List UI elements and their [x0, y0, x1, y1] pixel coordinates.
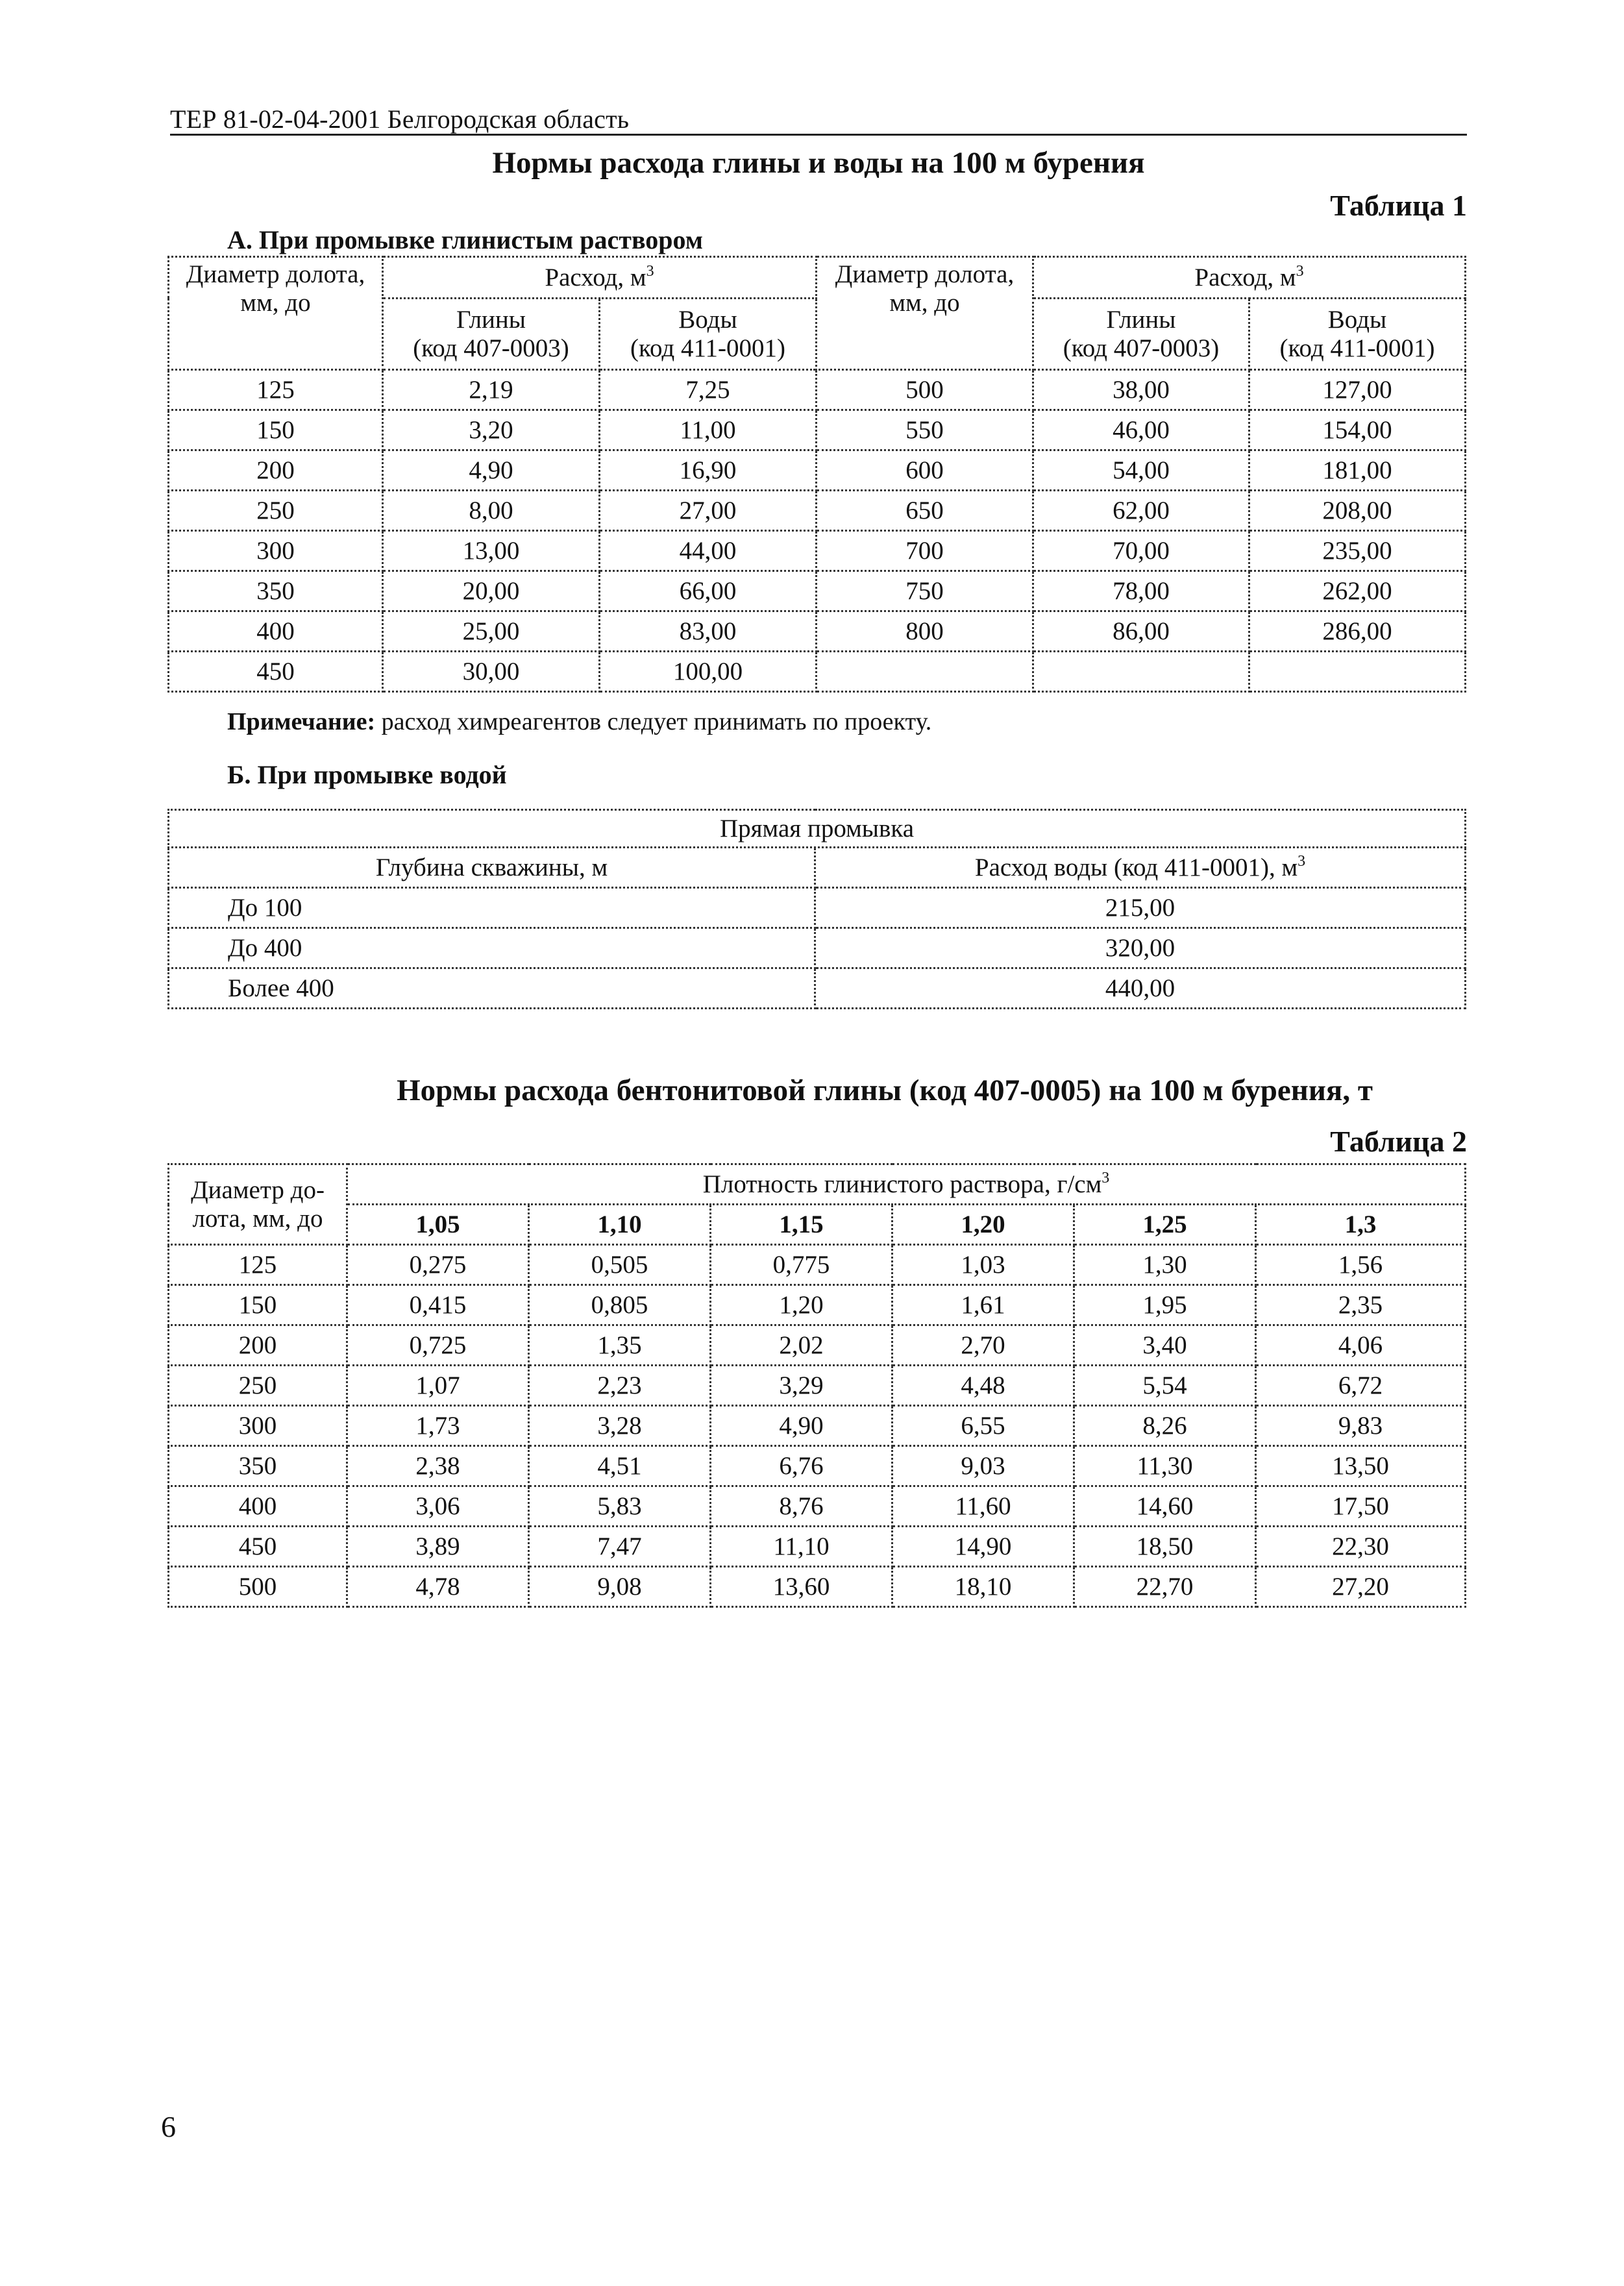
cell-value: 11,10 — [711, 1527, 892, 1567]
cell-clay: 70,00 — [1033, 531, 1249, 571]
header-water-left: Воды (код 411-0001) — [600, 299, 817, 370]
table1-note: Примечание: расход химреагентов следует принимать по проекту. — [227, 708, 932, 735]
cell-diameter: 700 — [817, 531, 1033, 571]
cell-clay: 30,00 — [383, 652, 600, 692]
table-row — [169, 1486, 1466, 1527]
cell-clay: 54,00 — [1033, 450, 1249, 491]
table-row — [169, 491, 1466, 531]
table1-title: Нормы расхода глины и воды на 100 м бурения — [492, 146, 1145, 180]
cell-value: 18,10 — [892, 1567, 1074, 1607]
header-clay-left: Глины (код 407-0003) — [383, 299, 600, 370]
table2-label: Таблица 2 — [1330, 1125, 1467, 1158]
cell-value: 3,28 — [529, 1406, 711, 1446]
cell-water: 83,00 — [600, 611, 817, 652]
cell-clay: 25,00 — [383, 611, 600, 652]
cell-clay: 38,00 — [1033, 370, 1249, 410]
cell-clay: 2,19 — [383, 370, 600, 410]
cell-clay: 20,00 — [383, 571, 600, 611]
cell-diameter: 300 — [169, 1406, 347, 1446]
cell-diameter: 200 — [169, 450, 383, 491]
cell-value: 4,06 — [1256, 1325, 1466, 1366]
cell-value: 22,70 — [1074, 1567, 1256, 1607]
cell-diameter: 125 — [169, 1245, 347, 1285]
cell-water: 11,00 — [600, 410, 817, 450]
table-row — [169, 1527, 1466, 1567]
cell-value: 1,20 — [711, 1285, 892, 1325]
cell-depth: До 400 — [169, 928, 815, 968]
table-row — [169, 888, 1466, 928]
cell-water: 66,00 — [600, 571, 817, 611]
header-diameter-right: Диаметр долота, мм, до — [817, 257, 1033, 370]
direct-flush-caption: Прямая промывка — [169, 810, 1466, 848]
header-density-value: 1,3 — [1256, 1205, 1466, 1245]
header-consumption-right: Расход, $м^3$ — [1033, 257, 1466, 299]
cell-value: 6,55 — [892, 1406, 1074, 1446]
cell-value: 0,415 — [347, 1285, 529, 1325]
cell-value: 4,48 — [892, 1366, 1074, 1406]
cell-clay: 8,00 — [383, 491, 600, 531]
header-density-value: 1,05 — [347, 1205, 529, 1245]
cell-diameter: 125 — [169, 370, 383, 410]
cell-depth: Более 400 — [169, 968, 815, 1009]
table-row — [169, 928, 1466, 968]
cell-diameter: 150 — [169, 1285, 347, 1325]
cell-diameter: 250 — [169, 1366, 347, 1406]
cell-value: 4,90 — [711, 1406, 892, 1446]
table-row — [169, 968, 1466, 1009]
table1-label: Таблица 1 — [1330, 189, 1467, 222]
cell-diameter: 200 — [169, 1325, 347, 1366]
cell-value: 11,30 — [1074, 1446, 1256, 1486]
cell-value: 1,61 — [892, 1285, 1074, 1325]
cell-clay — [1033, 652, 1249, 692]
cell-value: 9,83 — [1256, 1406, 1466, 1446]
cell-water: 127,00 — [1249, 370, 1466, 410]
table1-a — [167, 256, 1466, 693]
table-row — [169, 1366, 1466, 1406]
cell-value: 14,60 — [1074, 1486, 1256, 1527]
header-rule — [170, 134, 1467, 136]
cell-diameter: 300 — [169, 531, 383, 571]
cell-value: 0,505 — [529, 1245, 711, 1285]
header-density-value: 1,20 — [892, 1205, 1074, 1245]
cell-clay: 4,90 — [383, 450, 600, 491]
header-water-right: Воды (код 411-0001) — [1249, 299, 1466, 370]
section-b-heading: Б. При промывке водой — [227, 760, 507, 789]
cell-water: 7,25 — [600, 370, 817, 410]
header-density: Плотность глинистого раствора, $г/см^3$ — [347, 1164, 1466, 1205]
cell-diameter: 450 — [169, 1527, 347, 1567]
cell-clay: 86,00 — [1033, 611, 1249, 652]
cell-diameter: 400 — [169, 1486, 347, 1527]
header-consumption-left: Расход, $м^3$ — [383, 257, 817, 299]
cell-value: 22,30 — [1256, 1527, 1466, 1567]
cell-diameter: 450 — [169, 652, 383, 692]
section-a-heading: А. При промывке глинистым раствором — [227, 225, 704, 254]
cell-water — [1249, 652, 1466, 692]
header-depth: Глубина скважины, м — [169, 848, 815, 888]
header-density-value: 1,15 — [711, 1205, 892, 1245]
cell-value: 4,51 — [529, 1446, 711, 1486]
cell-value: 2,38 — [347, 1446, 529, 1486]
header-density-value: 1,10 — [529, 1205, 711, 1245]
cell-diameter: 350 — [169, 571, 383, 611]
cell-water: 181,00 — [1249, 450, 1466, 491]
cell-value: 6,72 — [1256, 1366, 1466, 1406]
cell-value: 1,56 — [1256, 1245, 1466, 1285]
cell-diameter: 250 — [169, 491, 383, 531]
cell-clay: 3,20 — [383, 410, 600, 450]
cell-value: 1,73 — [347, 1406, 529, 1446]
cell-value: 11,60 — [892, 1486, 1074, 1527]
cell-water: 235,00 — [1249, 531, 1466, 571]
cell-value: 3,89 — [347, 1527, 529, 1567]
table1-b — [167, 809, 1466, 1009]
cell-depth: До 100 — [169, 888, 815, 928]
cell-diameter: 750 — [817, 571, 1033, 611]
cell-value: 1,95 — [1074, 1285, 1256, 1325]
cell-diameter — [817, 652, 1033, 692]
table-row — [169, 531, 1466, 571]
header-clay-right: Глины (код 407-0003) — [1033, 299, 1249, 370]
cell-diameter: 600 — [817, 450, 1033, 491]
table-row — [169, 370, 1466, 410]
header-density-value: 1,25 — [1074, 1205, 1256, 1245]
cell-water: 320,00 — [815, 928, 1466, 968]
table2 — [167, 1163, 1466, 1608]
cell-diameter: 350 — [169, 1446, 347, 1486]
table-row — [169, 410, 1466, 450]
cell-value: 27,20 — [1256, 1567, 1466, 1607]
table-row — [169, 571, 1466, 611]
cell-diameter: 500 — [817, 370, 1033, 410]
cell-clay: 46,00 — [1033, 410, 1249, 450]
table-row — [169, 1245, 1466, 1285]
cell-value: 14,90 — [892, 1527, 1074, 1567]
cell-value: 0,775 — [711, 1245, 892, 1285]
cell-value: 0,275 — [347, 1245, 529, 1285]
cell-value: 2,02 — [711, 1325, 892, 1366]
cell-value: 4,78 — [347, 1567, 529, 1607]
cell-water: 440,00 — [815, 968, 1466, 1009]
cell-value: 2,70 — [892, 1325, 1074, 1366]
header-water-consumption: Расход воды (код 411-0001), $м^3$ — [815, 848, 1466, 888]
cell-value: 8,76 — [711, 1486, 892, 1527]
cell-value: 3,06 — [347, 1486, 529, 1527]
cell-diameter: 500 — [169, 1567, 347, 1607]
header-diameter: Диаметр до- лота, мм, до — [169, 1164, 347, 1245]
cell-value: 2,35 — [1256, 1285, 1466, 1325]
table-row — [169, 652, 1466, 692]
cell-value: 3,40 — [1074, 1325, 1256, 1366]
cell-value: 0,805 — [529, 1285, 711, 1325]
cell-value: 8,26 — [1074, 1406, 1256, 1446]
cell-value: 5,54 — [1074, 1366, 1256, 1406]
cell-water: 27,00 — [600, 491, 817, 531]
page-number: 6 — [161, 2110, 176, 2143]
table-row — [169, 1406, 1466, 1446]
cell-value: 13,50 — [1256, 1446, 1466, 1486]
cell-diameter: 800 — [817, 611, 1033, 652]
cell-value: 1,07 — [347, 1366, 529, 1406]
cell-value: 3,29 — [711, 1366, 892, 1406]
cell-clay: 62,00 — [1033, 491, 1249, 531]
cell-water: 44,00 — [600, 531, 817, 571]
cell-value: 2,23 — [529, 1366, 711, 1406]
cell-value: 1,30 — [1074, 1245, 1256, 1285]
header-diameter-left: Диаметр долота, мм, до — [169, 257, 383, 370]
cell-clay: 13,00 — [383, 531, 600, 571]
cell-value: 1,03 — [892, 1245, 1074, 1285]
cell-clay: 78,00 — [1033, 571, 1249, 611]
cell-water: 262,00 — [1249, 571, 1466, 611]
cell-value: 18,50 — [1074, 1527, 1256, 1567]
cell-diameter: 650 — [817, 491, 1033, 531]
cell-value: 9,08 — [529, 1567, 711, 1607]
cell-water: 215,00 — [815, 888, 1466, 928]
table-row — [169, 1285, 1466, 1325]
table-row — [169, 1325, 1466, 1366]
cell-diameter: 400 — [169, 611, 383, 652]
cell-value: 9,03 — [892, 1446, 1074, 1486]
cell-value: 7,47 — [529, 1527, 711, 1567]
table2-title: Нормы расхода бентонитовой глины (код 407-0005) на 100 м бурения, т — [397, 1074, 1373, 1107]
table-row — [169, 450, 1466, 491]
cell-value: 5,83 — [529, 1486, 711, 1527]
cell-value: 13,60 — [711, 1567, 892, 1607]
cell-water: 16,90 — [600, 450, 817, 491]
cell-value: 1,35 — [529, 1325, 711, 1366]
cell-water: 286,00 — [1249, 611, 1466, 652]
cell-value: 0,725 — [347, 1325, 529, 1366]
cell-water: 154,00 — [1249, 410, 1466, 450]
running-head: ТЕР 81-02-04-2001 Белгородская область — [170, 104, 630, 134]
cell-diameter: 550 — [817, 410, 1033, 450]
cell-diameter: 150 — [169, 410, 383, 450]
cell-value: 6,76 — [711, 1446, 892, 1486]
cell-water: 208,00 — [1249, 491, 1466, 531]
cell-water: 100,00 — [600, 652, 817, 692]
cell-value: 17,50 — [1256, 1486, 1466, 1527]
table-row — [169, 1446, 1466, 1486]
table-row — [169, 611, 1466, 652]
table-row — [169, 1567, 1466, 1607]
